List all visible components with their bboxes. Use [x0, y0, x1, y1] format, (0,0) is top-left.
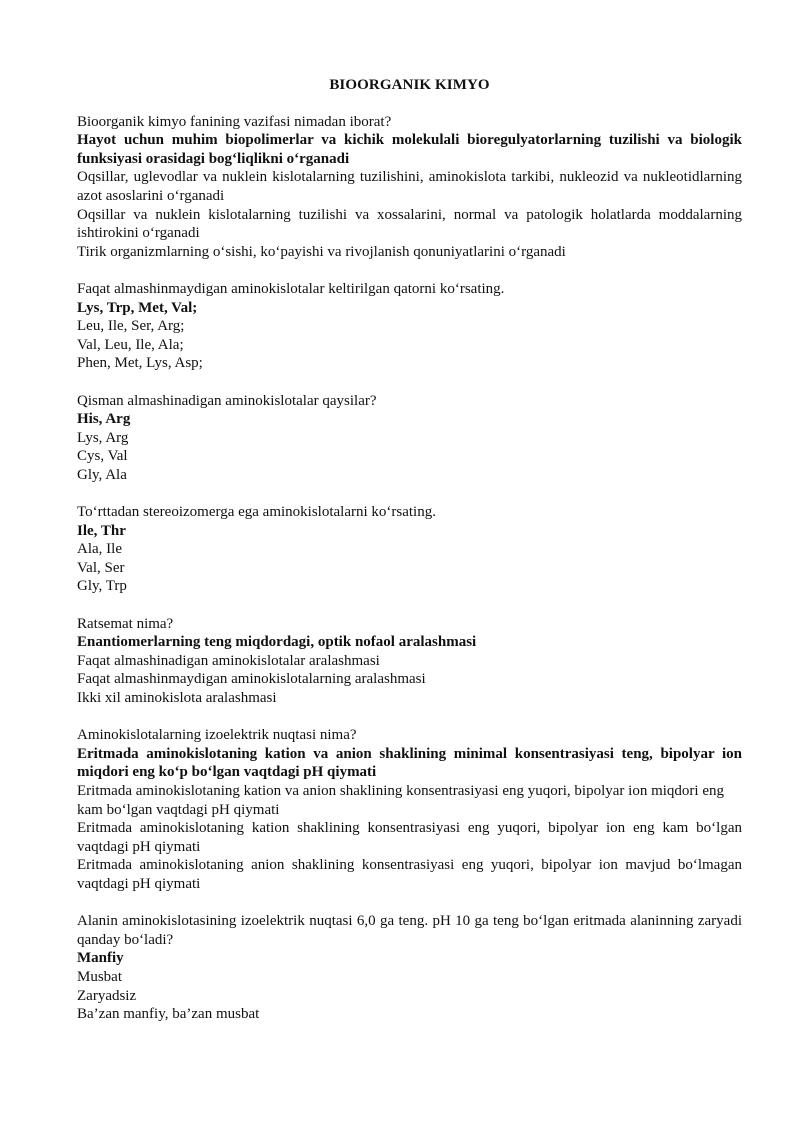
- answer-option: Val, Leu, Ile, Ala;: [77, 336, 184, 353]
- answer-option: Eritmada aminokislotaning kation shaklining konsentrasiyasi eng yuqori, bipolyar ion eng kam bo‘lgan vaqtdagi pH qiymati: [77, 820, 742, 855]
- answer-option: Eritmada aminokislotaning anion shaklining konsentrasiyasi eng yuqori, bipolyar ion mavjud bo‘lmagan vaqtdagi pH qiymati: [77, 857, 742, 892]
- question-block-3: [77, 392, 742, 485]
- answer-option: Phen, Met, Lys, Asp;: [77, 355, 203, 372]
- question-text: Ratsemat nima?: [77, 615, 174, 632]
- question-text: Alanin aminokislotasining izoelektrik nuqtasi 6,0 ga teng. pH 10 ga teng bo‘lgan eritmada alaninning zaryadi qanday bo‘ladi?: [77, 913, 742, 948]
- answer-option: Leu, Ile, Ser, Arg;: [77, 318, 185, 335]
- answer-option: Val, Ser: [77, 559, 125, 576]
- correct-answer: Lys, Trp, Met, Val;: [77, 299, 198, 316]
- answer-option: Oqsillar, uglevodlar va nuklein kislotalarning tuzilishini, aminokislota tarkibi, nukleozid va nukleotidlarning azot asoslarini o‘rganadi: [77, 169, 742, 204]
- correct-answer: Eritmada aminokislotaning kation va anion shaklining minimal konsentrasiyasi teng, bipolyar ion miqdori eng ko‘p bo‘lgan vaqtdagi pH qiymati: [77, 745, 742, 781]
- answer-option: Lys, Arg: [77, 429, 129, 446]
- question-text: Aminokislotalarning izoelektrik nuqtasi nima?: [77, 727, 357, 744]
- answer-option: Gly, Trp: [77, 578, 127, 595]
- correct-answer: His, Arg: [77, 411, 131, 428]
- answer-option: Cys, Val: [77, 448, 128, 465]
- answer-option: Faqat almashinmaydigan aminokislotalarning aralashmasi: [77, 671, 426, 688]
- answer-option: Tirik organizmlarning o‘sishi, ko‘payishi va rivojlanish qonuniyatlarini o‘rganadi: [77, 243, 566, 260]
- question-block-5: [77, 615, 742, 708]
- question-text: Bioorganik kimyo fanining vazifasi nimadan iborat?: [77, 113, 392, 130]
- correct-answer: Manfiy: [77, 950, 124, 967]
- correct-answer: Hayot uchun muhim biopolimerlar va kichik molekulali bioregulyatorlarning tuzilishi va biologik funksiyasi orasidagi bog‘liqlikni o‘rganadi: [77, 132, 742, 167]
- question-block-7: [77, 912, 742, 1024]
- answer-option: Ba’zan manfiy, ba’zan musbat: [77, 1006, 260, 1023]
- answer-option: Ala, Ile: [77, 541, 122, 558]
- question-block-6: [77, 726, 742, 893]
- answer-option: Musbat: [77, 968, 122, 985]
- answer-option: Faqat almashinadigan aminokislotalar aralashmasi: [77, 652, 380, 669]
- question-text: Faqat almashinmaydigan aminokislotalar keltirilgan qatorni ko‘rsating.: [77, 280, 505, 297]
- question-block-1: [77, 113, 742, 262]
- answer-option: Zaryadsiz: [77, 987, 137, 1004]
- correct-answer: Enantiomerlarning teng miqdordagi, optik nofaol aralashmasi: [77, 634, 477, 651]
- answer-option: Ikki xil aminokislota aralashmasi: [77, 690, 277, 706]
- answer-option: Gly, Ala: [77, 466, 127, 483]
- correct-answer: Ile, Thr: [77, 522, 126, 539]
- answer-option: Oqsillar va nuklein kislotalarning tuzilishi va xossalarini, normal va patologik holatlarda moddalarning ishtirokini o‘rganadi: [77, 206, 742, 242]
- document-content: [77, 76, 742, 1042]
- question-text: Qisman almashinadigan aminokislotalar qaysilar?: [77, 392, 377, 409]
- page-title: BIOORGANIK KIMYO: [329, 77, 490, 93]
- question-text: To‘rttadan stereoizomerga ega aminokislotalarni ko‘rsating.: [77, 504, 436, 521]
- question-block-4: [77, 503, 742, 596]
- answer-option: Eritmada aminokislotaning kation va anion shaklining konsentrasiyasi eng yuqori, bipolyar ion miqdori eng kam bo‘lgan vaqtdagi pH qiymati: [77, 782, 724, 818]
- question-block-2: [77, 280, 742, 373]
